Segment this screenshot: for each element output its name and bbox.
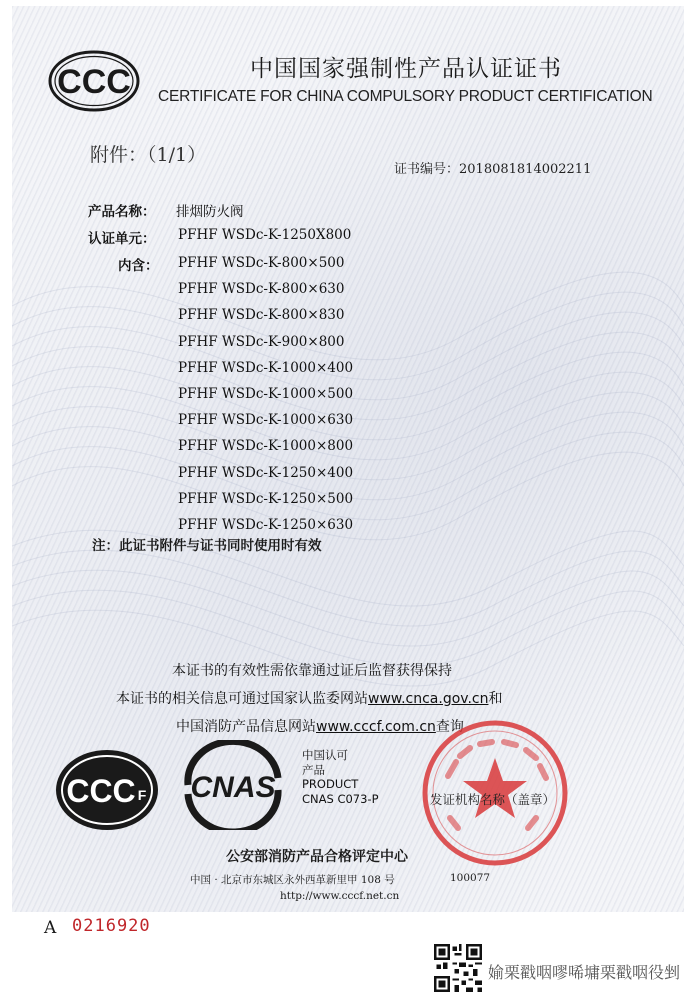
model-item: PFHF WSDc-K-1250×630 xyxy=(178,516,354,533)
validity-note: 注：此证书附件与证书同时使用时有效 xyxy=(92,538,322,554)
product-name-label: 产品名称： xyxy=(88,204,156,220)
certificate-title-cn: 中国国家强制性产品认证证书 xyxy=(250,56,562,82)
model-item: PFHF WSDc-K-1000×630 xyxy=(178,412,354,429)
certification-unit-value: PFHF WSDc-K-1250X800 xyxy=(178,227,352,243)
cnas-logo xyxy=(180,740,286,830)
cccf-logo xyxy=(54,748,160,832)
validity-statement: 本证书的有效性需依靠通过证后监督获得保持 xyxy=(172,663,452,679)
serial-prefix: A xyxy=(44,918,57,938)
product-name-value: 排烟防火阀 xyxy=(176,204,244,220)
ccc-logo xyxy=(48,50,140,112)
seal-caption: 发证机构名称（盖章） xyxy=(430,792,556,807)
model-item: PFHF WSDc-K-800×500 xyxy=(178,255,345,271)
inquiry-cnca-prefix: 本证书的相关信息可通过国家认监委网站 xyxy=(116,691,368,707)
qr-code-icon[interactable] xyxy=(434,944,482,992)
model-item: PFHF WSDc-K-1250×500 xyxy=(178,490,354,507)
issuer-website[interactable]: http://www.cccf.net.cn xyxy=(280,890,400,902)
issuer-address: 中国 · 北京市东城区永外西革新里甲 108 号 xyxy=(190,874,395,886)
cnas-line-number: CNAS C073-P xyxy=(302,791,379,806)
model-item: PFHF WSDc-K-1000×800 xyxy=(178,438,354,455)
footer-caption: 媮栗戳咽嘐唏墉栗戳咽役剉 xyxy=(488,963,681,982)
inquiry-cccf-suffix: 查询 xyxy=(435,719,464,735)
certificate-title-en: CERTIFICATE FOR CHINA COMPULSORY PRODUCT CERTIFICATION xyxy=(158,88,653,105)
annex-label: 附件：（1/1） xyxy=(90,144,207,166)
certification-unit-label: 认证单元： xyxy=(88,231,156,247)
model-item: PFHF WSDc-K-1000×500 xyxy=(178,385,354,402)
cnas-line-accredited: 中国认可 xyxy=(302,748,348,762)
cnca-website-link[interactable]: www.cnca.gov.cn xyxy=(368,691,489,707)
model-item: PFHF WSDc-K-900×800 xyxy=(178,333,345,350)
cccf-logo-suffix: F xyxy=(137,787,147,803)
model-item: PFHF WSDc-K-800×830 xyxy=(178,307,345,324)
issuer-postcode: 100077 xyxy=(450,872,491,884)
inquiry-line-cnca xyxy=(116,688,502,708)
model-item: PFHF WSDc-K-1000×400 xyxy=(178,359,354,376)
contents-label: 内含： xyxy=(118,258,159,274)
inquiry-cccf-prefix: 中国消防产品信息网站 xyxy=(176,719,316,735)
cnas-line-product-cn: 产品 xyxy=(302,762,325,777)
certificate-number: 证书编号：2018081814002211 xyxy=(394,162,592,177)
issuer-name: 公安部消防产品合格评定中心 xyxy=(226,849,408,865)
cccf-website-link[interactable]: www.cccf.com.cn xyxy=(316,719,436,735)
ccc-logo-text: CCC xyxy=(57,63,131,101)
cccf-logo-text: CCC xyxy=(66,773,136,809)
inquiry-cnca-suffix: 和 xyxy=(488,691,503,707)
model-item: PFHF WSDc-K-1250×400 xyxy=(178,464,354,481)
cnas-accreditation-block xyxy=(302,748,379,806)
model-item: PFHF WSDc-K-800×630 xyxy=(178,281,345,298)
cnas-line-product-en: PRODUCT xyxy=(302,777,359,791)
cnas-logo-text: CNAS xyxy=(190,771,276,804)
model-list xyxy=(178,254,353,542)
serial-number: 0216920 xyxy=(72,916,151,936)
